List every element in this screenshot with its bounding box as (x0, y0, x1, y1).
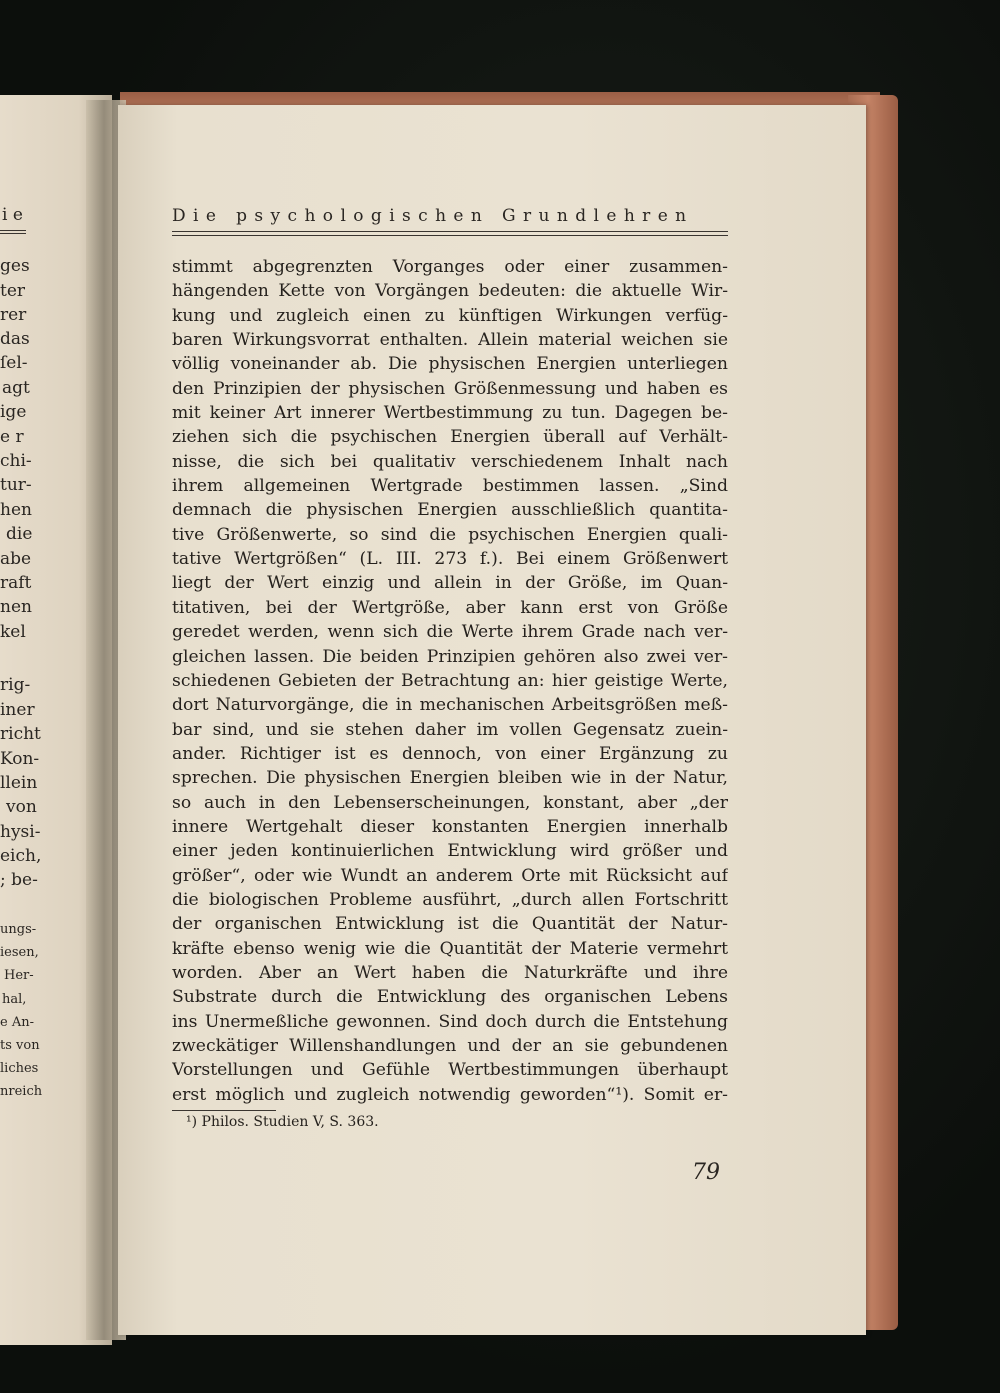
left-fragment: rig- (0, 675, 31, 695)
body-line: so auch in den Lebenserscheinungen, konstant, aber „der (172, 792, 728, 813)
body-line: einer jeden kontinuierlichen Entwicklung wird größer und (172, 841, 728, 862)
body-line: Vorstellungen und Gefühle Wertbestimmungen überhaupt (172, 1060, 728, 1081)
body-line: sprechen. Die physischen Energien bleiben wie in der Natur, (172, 768, 728, 789)
body-line: ins Unermeßliche gewonnen. Sind doch durch die Entstehung (172, 1011, 728, 1032)
body-line: titativen, bei der Wertgröße, aber kann erst von Größe (172, 597, 728, 618)
left-fragment: iner (0, 700, 35, 720)
running-head: Die psychologischen Grundlehren (172, 206, 694, 226)
body-line: zweckätiger Willenshandlungen und der an sie gebundenen (172, 1036, 728, 1056)
body-line: der organischen Entwicklung ist die Quantität der Natur- (172, 914, 728, 935)
page-number: 79 (692, 1160, 720, 1185)
body-line: ander. Richtiger ist es dennoch, von einer Ergänzung zu (172, 743, 728, 764)
left-fragment: e An- (0, 1015, 34, 1030)
body-line: den Prinzipien der physischen Größenmessung und haben es (172, 378, 728, 399)
body-line: kräfte ebenso wenig wie die Quantität der Materie vermehrt (172, 938, 728, 959)
body-line: gleichen lassen. Die beiden Prinzipien gehören also zwei ver- (172, 646, 728, 667)
body-line: die biologischen Probleme ausführt, „durch allen Fortschritt (172, 889, 728, 910)
body-line: geredet werden, wenn sich die Werte ihrem Grade nach ver- (172, 622, 728, 643)
left-fragment: liches (0, 1061, 39, 1076)
body-line: ihrem allgemeinen Wertgrade bestimmen lassen. „Sind (172, 476, 728, 497)
left-fragment: nen (0, 597, 32, 617)
body-line: stimmt abgegrenzten Vorganges oder einer zusammen- (172, 257, 728, 277)
left-fragment: Her- (4, 968, 34, 983)
left-fragment: chi- (0, 451, 32, 471)
left-fragment: iesen, (0, 945, 39, 960)
left-fragment: von (6, 797, 37, 817)
body-text (172, 255, 728, 1107)
left-fragment: agt (2, 378, 30, 398)
left-fragment: ter (0, 281, 26, 301)
body-line: ziehen sich die psychischen Energien überall auf Verhält- (172, 427, 728, 448)
running-head-rule (172, 231, 728, 232)
left-fragment: llein (0, 773, 38, 793)
body-line: demnach die physischen Energien ausschließlich quantita- (172, 500, 728, 521)
body-line: völlig voneinander ab. Die physischen Energien unterliegen (172, 354, 728, 375)
left-fragment: ges (0, 256, 30, 276)
body-line: tive Größenwerte, so sind die psychischen Energien quali- (172, 524, 728, 545)
footnote-rule (172, 1110, 276, 1111)
left-fragment: tur- (0, 475, 32, 495)
body-line: baren Wirkungsvorrat enthalten. Allein material weichen sie (172, 330, 728, 351)
left-fragment: nreich (0, 1084, 43, 1099)
left-fragment: abe (0, 549, 32, 569)
body-line: tative Wertgrößen“ (L. III. 273 f.). Bei einem Größenwert (172, 549, 728, 570)
body-line: kung und zugleich einen zu künftigen Wirkungen verfüg- (172, 305, 728, 326)
left-fragment: ; be- (0, 870, 38, 890)
left-head-rule (0, 230, 26, 231)
body-line: größer“, oder wie Wundt an anderem Orte mit Rücksicht auf (172, 865, 728, 886)
body-line: worden. Aber an Wert haben die Naturkräfte und ihre (172, 962, 728, 983)
left-fragment: die (6, 524, 33, 544)
left-fragment: e r (0, 427, 24, 447)
footnote: ¹) Philos. Studien V, S. 363. (186, 1114, 379, 1130)
left-page-text (0, 0, 108, 1393)
left-fragment: rer (0, 305, 27, 325)
left-fragment: raft (0, 573, 32, 593)
left-fragment: i e (2, 205, 23, 225)
left-fragment: Kon- (0, 749, 40, 769)
running-head-rule (172, 235, 728, 236)
left-fragment: hen (0, 500, 32, 520)
body-line: bar sind, und sie stehen daher im vollen Gegensatz zuein- (172, 719, 728, 740)
body-line: hängenden Kette von Vorgängen bedeuten: die aktuelle Wir- (172, 281, 728, 302)
left-fragment: kel (0, 622, 26, 642)
left-fragment: ts von (0, 1038, 40, 1053)
left-fragment: hysi- (0, 822, 41, 842)
left-fragment: das (0, 329, 30, 349)
left-fragment: eich, (0, 846, 42, 866)
left-fragment: ungs- (0, 922, 37, 937)
body-line: liegt der Wert einzig und allein in der Größe, im Quan- (172, 573, 728, 594)
body-line: mit keiner Art innerer Wertbestimmung zu tun. Dagegen be- (172, 403, 728, 424)
body-line: nisse, die sich bei qualitativ verschiedenem Inhalt nach (172, 451, 728, 472)
body-line: Substrate durch die Entwicklung des organischen Lebens (172, 987, 728, 1008)
left-head-rule (0, 233, 26, 234)
body-line: innere Wertgehalt dieser konstanten Energien innerhalb (172, 816, 728, 837)
left-fragment: ige (0, 402, 27, 422)
left-fragment: richt (0, 724, 41, 744)
left-fragment: hal, (2, 992, 27, 1007)
body-line: dort Naturvorgänge, die in mechanischen Arbeitsgrößen meß- (172, 695, 728, 716)
body-line: schiedenen Gebieten der Betrachtung an: hier geistige Werte, (172, 670, 728, 691)
body-line: erst möglich und zugleich notwendig geworden“¹). Somit er- (172, 1084, 728, 1105)
left-fragment: ſel- (0, 353, 28, 373)
